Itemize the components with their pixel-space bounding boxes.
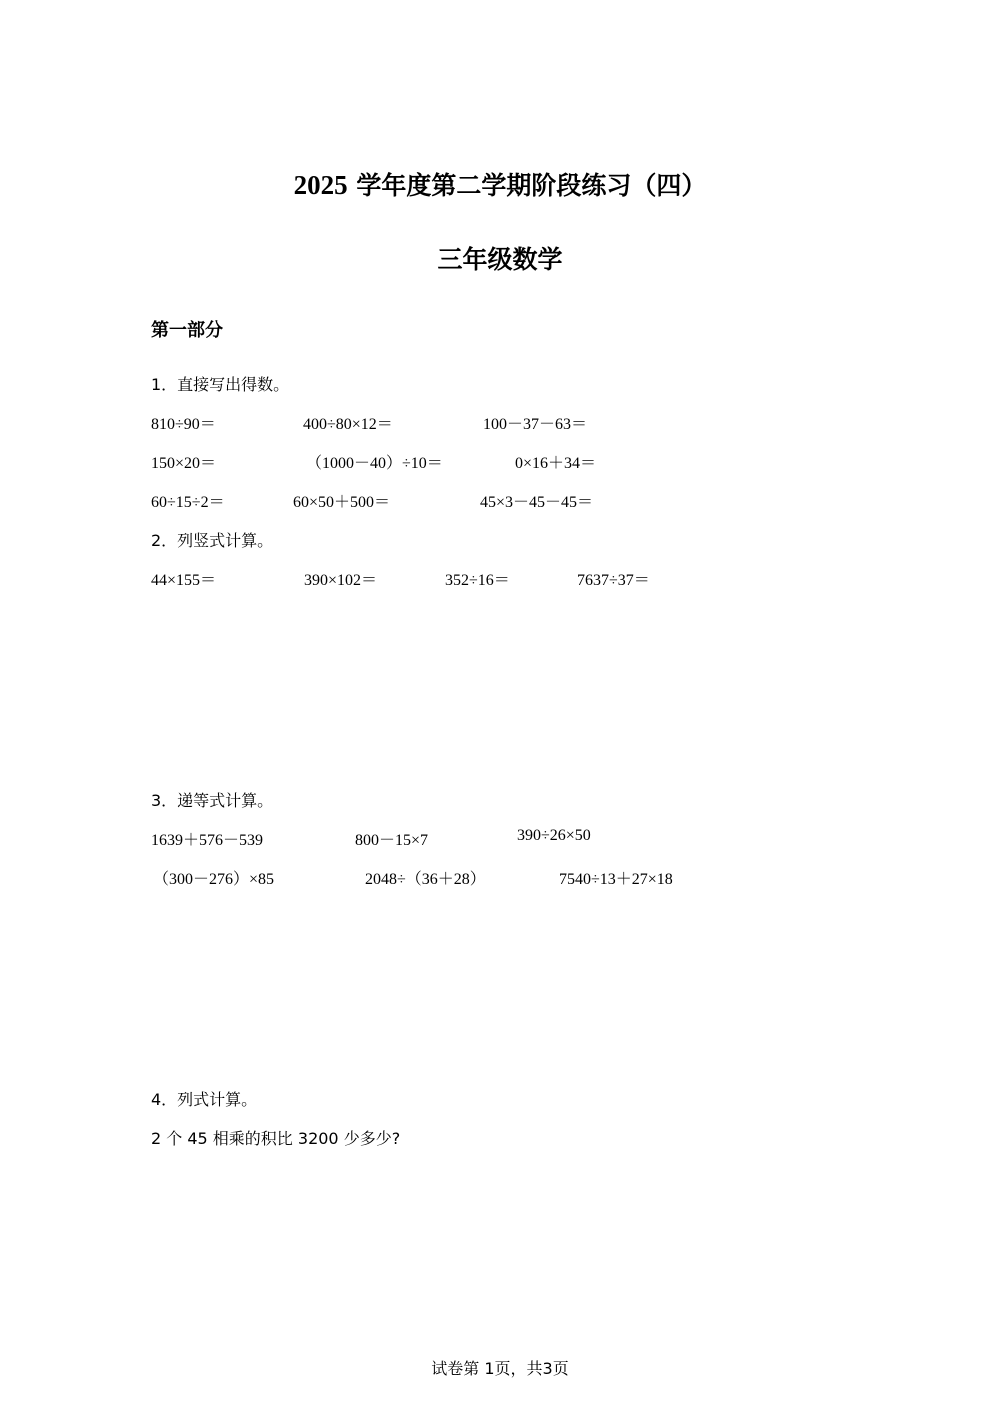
q2-expression: 7637÷37＝ [577, 572, 650, 589]
q3-expression: 390÷26×50 [517, 827, 591, 844]
title-text: 学年度第二学期阶段练习（四） [356, 171, 707, 200]
q2-expression: 390×102＝ [304, 572, 378, 589]
page-subtitle: 三年级数学 [437, 245, 563, 274]
q2-expression: 352÷16＝ [445, 572, 510, 589]
question-3-heading: 3．递等式计算。 [151, 791, 274, 810]
q3-expression: 2048÷（36＋28） [365, 871, 486, 888]
question-4-heading: 4．列式计算。 [151, 1090, 258, 1109]
q1-expression: 45×3－45－45＝ [480, 494, 594, 511]
q1-expression: （1000－40）÷10＝ [306, 455, 443, 472]
q1-expression: 810÷90＝ [151, 416, 216, 433]
q3-expression: 1639＋576－539 [151, 832, 264, 849]
section-heading: 第一部分 [151, 320, 223, 341]
q1-expression: 0×16＋34＝ [515, 455, 597, 472]
question-1-heading: 1．直接写出得数。 [151, 375, 290, 394]
q1-expression: 400÷80×12＝ [303, 416, 393, 433]
page-footer: 试卷第 1页，共3页 [431, 1359, 569, 1378]
q3-expression: 7540÷13＋27×18 [559, 871, 673, 888]
question-2-heading: 2．列竖式计算。 [151, 531, 274, 550]
title-year: 2025 [293, 170, 348, 200]
q1-expression: 100－37－63＝ [483, 416, 588, 433]
q3-expression: 800－15×7 [355, 832, 429, 849]
page-title [0, 166, 1000, 202]
q4-problem-text: 2 个 45 相乘的积比 3200 少多少? [151, 1129, 401, 1148]
q2-expression: 44×155＝ [151, 572, 217, 589]
q1-expression: 150×20＝ [151, 455, 217, 472]
q1-expression: 60÷15÷2＝ [151, 494, 225, 511]
q3-expression: （300－276）×85 [153, 871, 275, 888]
q1-expression: 60×50＋500＝ [293, 494, 391, 511]
